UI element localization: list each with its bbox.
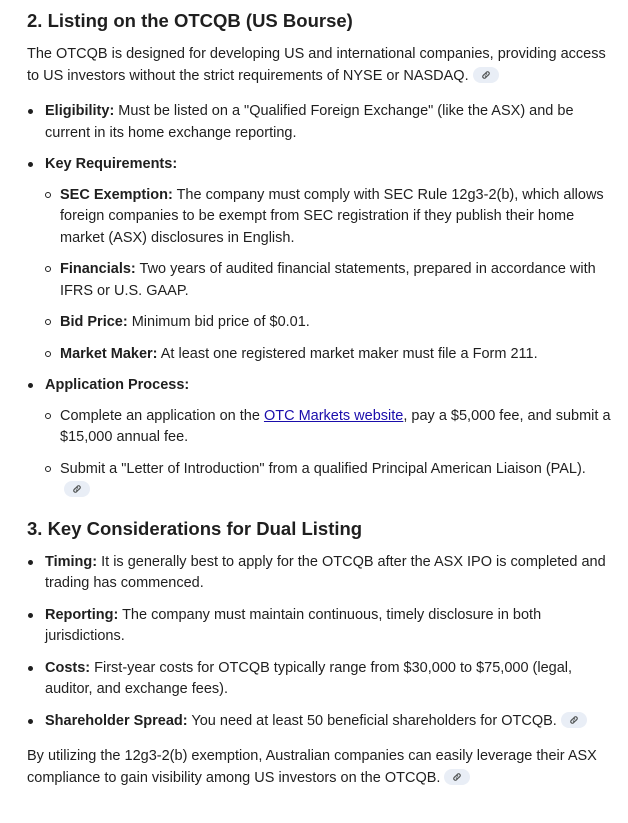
item-text: You need at least 50 beneficial shareholders for OTCQB. [187, 712, 557, 729]
key-requirements-sublist [45, 185, 614, 366]
sub-item-text: Minimum bid price of $0.01. [127, 314, 310, 330]
sub-item-complete-application [45, 406, 614, 449]
list-item-reporting [27, 605, 614, 648]
citation-chip[interactable] [64, 481, 90, 497]
eligibility-label: Eligibility: [45, 103, 115, 119]
sub-item-text: The company must comply with SEC Rule 12g3-2(b), which allows foreign companies to be exempt from SEC registration if they publish their home market (ASX) disclosures in English. [60, 186, 604, 246]
otcqb-intro [27, 44, 614, 87]
list-item-key-requirements [27, 154, 614, 365]
section-heading-dual-listing: 3. Key Considerations for Dual Listing [27, 517, 363, 539]
link-icon [569, 715, 579, 725]
item-label: Costs: [45, 659, 91, 676]
sub-item-text: Complete an application on the [60, 407, 264, 424]
item-text: First-year costs for OTCQB typically range from $30,000 to $75,000 (legal, auditor, and exchange fees). [45, 659, 573, 697]
closing-paragraph [27, 746, 614, 789]
citation-chip[interactable] [444, 769, 470, 785]
sub-item-text: , pay a $5,000 fee, and submit a $15,000 annual fee. [60, 407, 611, 445]
sub-item-financials [45, 259, 614, 302]
closing-text: By utilizing the 12g3-2(b) exemption, Australian companies can easily leverage their ASX compliance to gain visibility among US investors on the OTCQB. [27, 748, 597, 786]
sub-item-market-maker [45, 344, 614, 366]
list-item-eligibility [27, 101, 614, 144]
item-text: It is generally best to apply for the OTCQB after the ASX IPO is completed and trading has commenced. [45, 553, 606, 591]
item-label: Timing: [45, 553, 98, 570]
list-item-application-process [27, 375, 614, 502]
key-requirements-label: Key Requirements: [45, 156, 178, 172]
list-item-shareholder-spread [27, 711, 614, 733]
otcqb-list [27, 101, 614, 502]
otc-markets-website-link[interactable]: OTC Markets website [263, 407, 404, 424]
sub-item-label: Market Maker: [60, 345, 158, 362]
link-icon [72, 484, 82, 494]
sub-item-label: Financials: [60, 261, 136, 277]
otcqb-intro-text: The OTCQB is designed for developing US and international companies, providing access to US investors without the strict requirements of NYSE or NASDAQ. [27, 46, 606, 84]
link-icon [481, 70, 491, 80]
link-icon [452, 772, 462, 782]
application-process-label: Application Process: [45, 377, 190, 393]
item-label: Shareholder Spread: [45, 712, 188, 729]
sub-item-label: Bid Price: [60, 314, 128, 330]
citation-chip[interactable] [473, 67, 499, 83]
list-item-timing [27, 552, 614, 595]
eligibility-text: Must be listed on a "Qualified Foreign Exchange" (like the ASX) and be current in its home exchange reporting. [45, 103, 574, 141]
item-text: The company must maintain continuous, timely disclosure in both jurisdictions. [45, 606, 542, 644]
list-item-costs [27, 658, 614, 701]
sub-item-sec-exemption [45, 185, 614, 250]
sub-item-text: At least one registered market maker must file a Form 211. [157, 345, 538, 362]
sub-item-label: SEC Exemption: [60, 186, 173, 203]
sub-item-letter-of-introduction [45, 459, 614, 502]
dual-listing-list [27, 552, 614, 733]
item-label: Reporting: [45, 606, 119, 623]
application-process-sublist [45, 406, 614, 502]
sub-item-text: Two years of audited financial statements, prepared in accordance with IFRS or U.S. GAAP. [60, 261, 596, 299]
section-heading-otcqb: 2. Listing on the OTCQB (US Bourse) [27, 10, 353, 31]
sub-item-text: Submit a "Letter of Introduction" from a qualified Principal American Liaison (PAL). [60, 460, 586, 477]
citation-chip[interactable] [561, 712, 587, 728]
sub-item-bid-price [45, 312, 614, 334]
